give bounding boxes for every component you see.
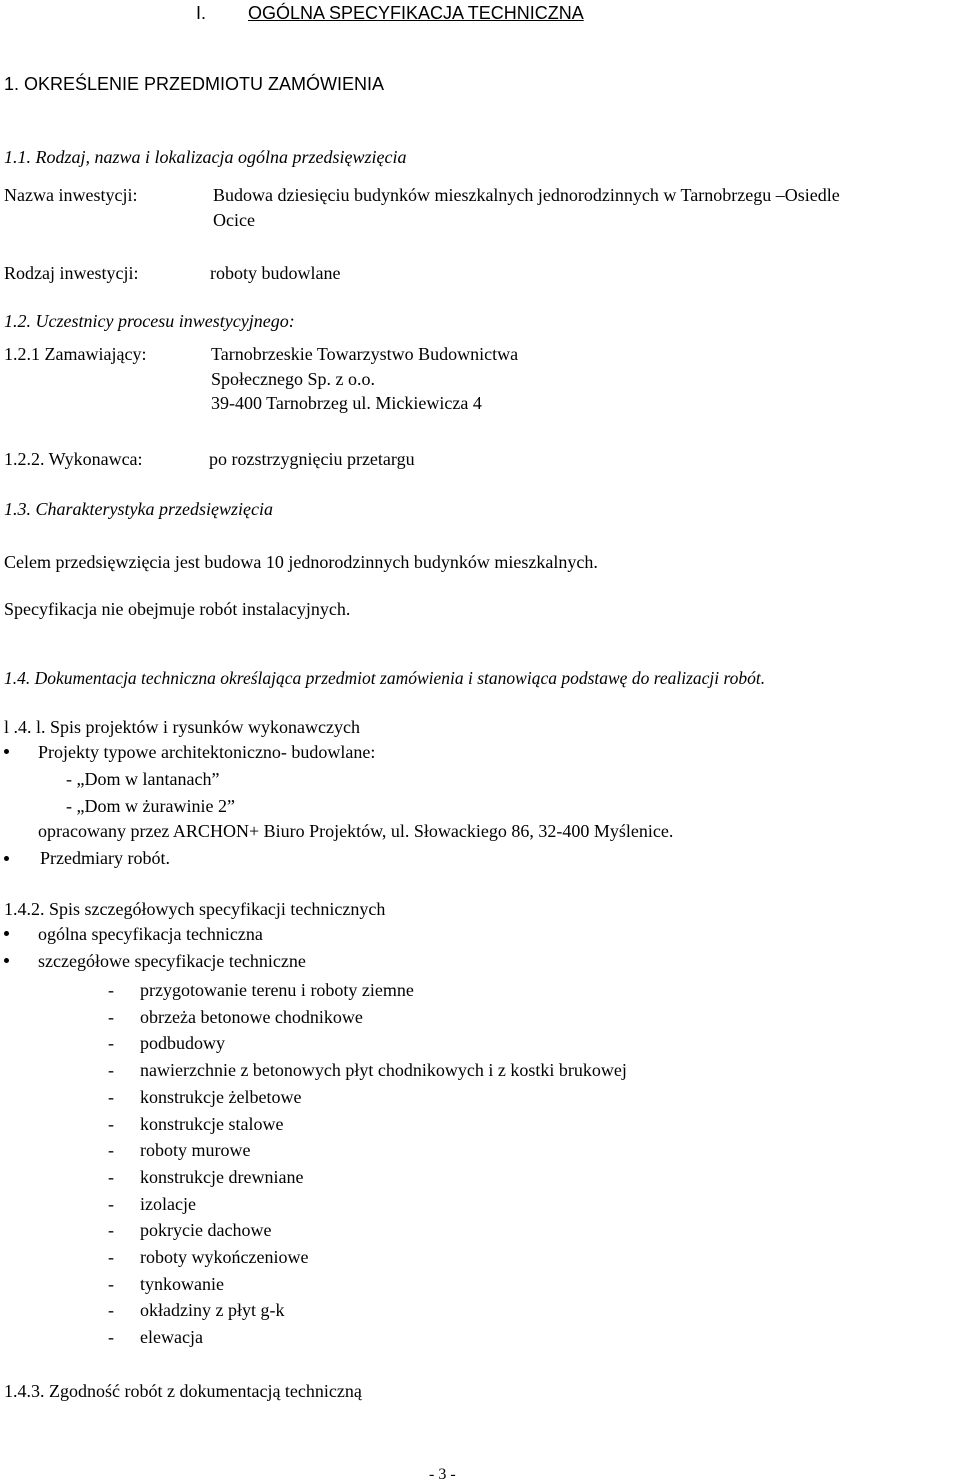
- detailed-spec-list-item: obrzeża betonowe chodnikowe: [140, 1007, 363, 1027]
- list-dash: -: [108, 1167, 114, 1187]
- detailed-spec-list-item: przygotowanie terenu i roboty ziemne: [140, 980, 414, 1000]
- investment-type-value: roboty budowlane: [210, 263, 341, 283]
- detailed-spec-list-item: konstrukcje żelbetowe: [140, 1087, 302, 1107]
- list-dash: -: [108, 1220, 114, 1240]
- detailed-spec-list-item: konstrukcje stalowe: [140, 1114, 284, 1134]
- section-1-1-heading: 1.1. Rodzaj, nazwa i lokalizacja ogólna przedsięwzięcia: [4, 147, 407, 167]
- investor-line2: Społecznego Sp. z o.o.: [211, 369, 375, 389]
- list-dash: -: [108, 1060, 114, 1080]
- investment-name-value-line1: Budowa dziesięciu budynków mieszkalnych jednorodzinnych w Tarnobrzegu –Osiedle: [213, 185, 840, 205]
- list-dash: -: [108, 1274, 114, 1294]
- detailed-spec-list-item: elewacja: [140, 1327, 203, 1347]
- investment-type-label: Rodzaj inwestycji:: [4, 263, 139, 283]
- page-number: - 3 -: [429, 1466, 456, 1483]
- investor-line3: 39-400 Tarnobrzeg ul. Mickiewicza 4: [211, 393, 482, 413]
- detailed-spec-list-item: podbudowy: [140, 1033, 225, 1053]
- contractor-value: po rozstrzygnięciu przetargu: [209, 449, 415, 469]
- list-dash: -: [108, 1247, 114, 1267]
- list-dash: -: [108, 1327, 114, 1347]
- project-dom-w-lantanach: - „Dom w lantanach”: [66, 769, 220, 789]
- typical-projects-item: Projekty typowe architektoniczno- budowlane:: [38, 742, 376, 762]
- project-dom-w-zurawinie: - „Dom w żurawinie 2”: [66, 796, 235, 816]
- investment-name-label: Nazwa inwestycji:: [4, 185, 138, 205]
- list-dash: -: [108, 1114, 114, 1134]
- bullet-icon: [4, 856, 9, 861]
- list-dash: -: [108, 1300, 114, 1320]
- bullet-icon: [4, 749, 9, 754]
- detailed-spec-list-item: okładziny z płyt g-k: [140, 1300, 285, 1320]
- detailed-spec-list-item: roboty wykończeniowe: [140, 1247, 309, 1267]
- contractor-label: 1.2.2. Wykonawca:: [4, 449, 143, 469]
- list-dash: -: [108, 1140, 114, 1160]
- characteristics-para2: Specyfikacja nie obejmuje robót instalacyjnych.: [4, 599, 351, 619]
- section-1-4-heading: 1.4. Dokumentacja techniczna określająca przedmiot zamówienia i stanowiąca podstawę do realizacji robót.: [4, 668, 766, 688]
- investment-name-value-line2: Ocice: [213, 210, 255, 230]
- bullet-icon: [4, 958, 9, 963]
- bullet-icon: [4, 931, 9, 936]
- project-author: opracowany przez ARCHON+ Biuro Projektów, ul. Słowackiego 86, 32-400 Myślenice.: [38, 821, 674, 841]
- list-dash: -: [108, 1007, 114, 1027]
- section-1-4-3-heading: 1.4.3. Zgodność robót z dokumentacją techniczną: [4, 1381, 362, 1401]
- detailed-spec-list-item: izolacje: [140, 1194, 196, 1214]
- detailed-specs-item: szczegółowe specyfikacje techniczne: [38, 951, 306, 971]
- investor-line1: Tarnobrzeskie Towarzystwo Budownictwa: [211, 344, 519, 364]
- bill-of-quantities-item: Przedmiary robót.: [40, 848, 170, 868]
- characteristics-para1: Celem przedsięwzięcia jest budowa 10 jednorodzinnych budynków mieszkalnych.: [4, 552, 598, 572]
- investor-label: 1.2.1 Zamawiający:: [4, 344, 147, 364]
- detailed-spec-list-item: tynkowanie: [140, 1274, 224, 1294]
- detailed-spec-list-item: nawierzchnie z betonowych płyt chodnikowych i z kostki brukowej: [140, 1060, 627, 1080]
- detailed-spec-list-item: pokrycie dachowe: [140, 1220, 272, 1240]
- section-1-4-1-heading: l .4. l. Spis projektów i rysunków wykonawczych: [4, 717, 360, 737]
- section-1-3-heading: 1.3. Charakterystyka przedsięwzięcia: [4, 499, 273, 519]
- list-dash: -: [108, 980, 114, 1000]
- chapter-title: OGÓLNA SPECYFIKACJA TECHNICZNA: [248, 3, 584, 23]
- chapter-number: I.: [196, 3, 207, 23]
- detailed-spec-list-item: roboty murowe: [140, 1140, 251, 1160]
- general-spec-item: ogólna specyfikacja techniczna: [38, 924, 263, 944]
- section-1-4-2-heading: 1.4.2. Spis szczegółowych specyfikacji technicznych: [4, 899, 386, 919]
- list-dash: -: [108, 1087, 114, 1107]
- section-1-heading: 1. OKREŚLENIE PRZEDMIOTU ZAMÓWIENIA: [4, 74, 385, 94]
- detailed-spec-list-item: konstrukcje drewniane: [140, 1167, 304, 1187]
- list-dash: -: [108, 1033, 114, 1053]
- list-dash: -: [108, 1194, 114, 1214]
- section-1-2-heading: 1.2. Uczestnicy procesu inwestycyjnego:: [4, 311, 295, 331]
